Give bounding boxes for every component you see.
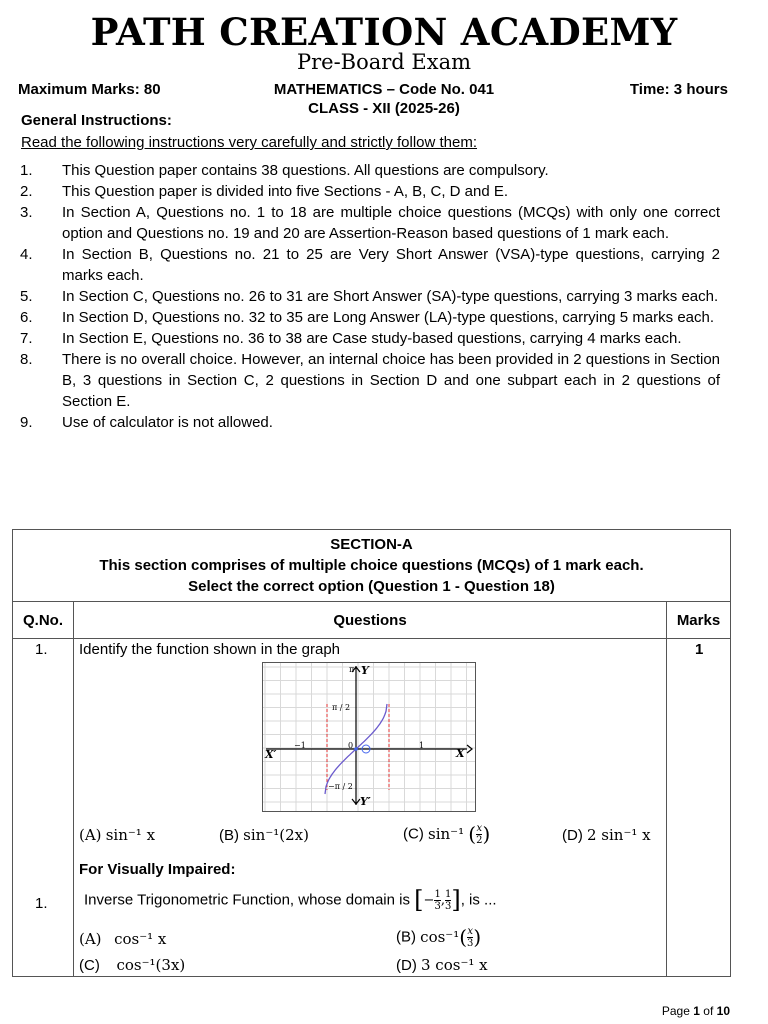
- q1-marks-cell: [667, 639, 731, 977]
- tick-neg1-label: −1: [294, 741, 306, 750]
- q1-marks: 1: [695, 641, 704, 658]
- instruction-item: 8. There is no overall choice. However, an internal choice has been provided in 2 questions in Section B, 3 questions in Section C, 2 questions in Section D and one subpart each in 2 questions of Section E.: [20, 351, 720, 410]
- vi-option-a[interactable]: (A) cos⁻¹ x: [79, 930, 167, 948]
- origin-dot: [354, 747, 358, 751]
- vi-option-c[interactable]: (C) cos⁻¹(3x): [79, 956, 186, 974]
- section-desc-1: This section comprises of multiple choice questions (MCQs) of 1 mark each.: [99, 557, 644, 574]
- instruction-item: 1. This Question paper contains 38 questions. All questions are compulsory.: [20, 162, 549, 179]
- origin-label: 0: [348, 741, 354, 750]
- neg-half-pi-label: −π / 2: [328, 782, 353, 791]
- instruction-item: 3. In Section A, Questions no. 1 to 18 are multiple choice questions (MCQs) with only one correct option and Questions no. 19 and 20 are Assertion-Reason based questions of 1 mark each.: [20, 204, 720, 242]
- instructions-list: [20, 160, 720, 433]
- col-marks-header: Marks: [667, 602, 731, 639]
- y-axis-label: Y: [361, 664, 369, 677]
- section-desc-2: Select the correct option (Question 1 - Question 18): [188, 578, 555, 595]
- vi-question-number: 1.: [35, 895, 48, 912]
- q1-option-c[interactable]: (C) sin⁻¹ ( $\frac{x}{2}$ ): [403, 822, 491, 846]
- q1-option-d[interactable]: (D) 2 sin⁻¹ x: [562, 826, 651, 844]
- vi-question-text: Inverse Trigonometric Function, whose domain is [− $\frac{1}{3}$ , $\frac{1}{3}$ ], is ...: [84, 886, 497, 914]
- instructions-subheading: Read the following instructions very carefully and strictly follow them:: [21, 134, 478, 151]
- subject-code: MATHEMATICS – Code No. 041: [273, 81, 495, 98]
- q1-num-cell: [13, 639, 74, 977]
- q1-option-a[interactable]: (A) sin⁻¹ x: [79, 826, 156, 844]
- instruction-item: 6. In Section D, Questions no. 32 to 35 are Long Answer (LA)-type questions, carrying 5 marks each.: [20, 309, 715, 326]
- class-line: CLASS - XII (2025-26): [308, 100, 460, 117]
- instruction-item: 9. Use of calculator is not allowed.: [20, 414, 273, 431]
- exam-title: Pre-Board Exam: [296, 50, 472, 74]
- q1-graph: [262, 662, 476, 812]
- section-header: [13, 530, 731, 602]
- instruction-item: 7. In Section E, Questions no. 36 to 38 are Case study-based questions, carrying 4 marks each.: [20, 330, 682, 347]
- col-qno-header: Q.No.: [13, 602, 74, 639]
- vi-option-d[interactable]: (D) 3 cos⁻¹ x: [396, 956, 488, 974]
- instruction-item: 5. In Section C, Questions no. 26 to 31 are Short Answer (SA)-type questions, carrying 3 marks each.: [20, 288, 719, 305]
- q1-number: 1.: [35, 641, 48, 658]
- instructions-heading: General Instructions:: [21, 112, 172, 129]
- section-title: SECTION-A: [330, 536, 413, 553]
- col-questions-header: Questions: [74, 602, 667, 639]
- half-pi-label: π / 2: [332, 703, 351, 712]
- vi-option-b[interactable]: (B) cos⁻¹( $\frac{x}{3}$ ): [396, 925, 482, 949]
- page-footer: Page 1 of 10: [661, 1004, 730, 1018]
- instruction-item: 2. This Question paper is divided into five Sections - A, B, C, D and E.: [20, 183, 509, 200]
- tick-1-label: 1: [419, 741, 425, 750]
- x-neg-axis-label: X′: [265, 748, 277, 761]
- y-top-label: π: [349, 665, 355, 674]
- school-name: PATH CREATION ACADEMY: [90, 10, 678, 54]
- q1-option-b[interactable]: (B) sin⁻¹(2x): [219, 826, 309, 844]
- x-axis-label: X: [456, 747, 465, 760]
- visually-impaired-label: For Visually Impaired:: [79, 861, 236, 878]
- instruction-item: 4. In Section B, Questions no. 21 to 25 are Very Short Answer (VSA)-type questions, carrying 2 marks each.: [20, 246, 720, 284]
- q1-text: Identify the function shown in the graph: [79, 641, 341, 658]
- max-marks: Maximum Marks: 80: [18, 81, 161, 98]
- y-neg-axis-label: Y′: [360, 795, 371, 808]
- exam-time: Time: 3 hours: [629, 81, 728, 98]
